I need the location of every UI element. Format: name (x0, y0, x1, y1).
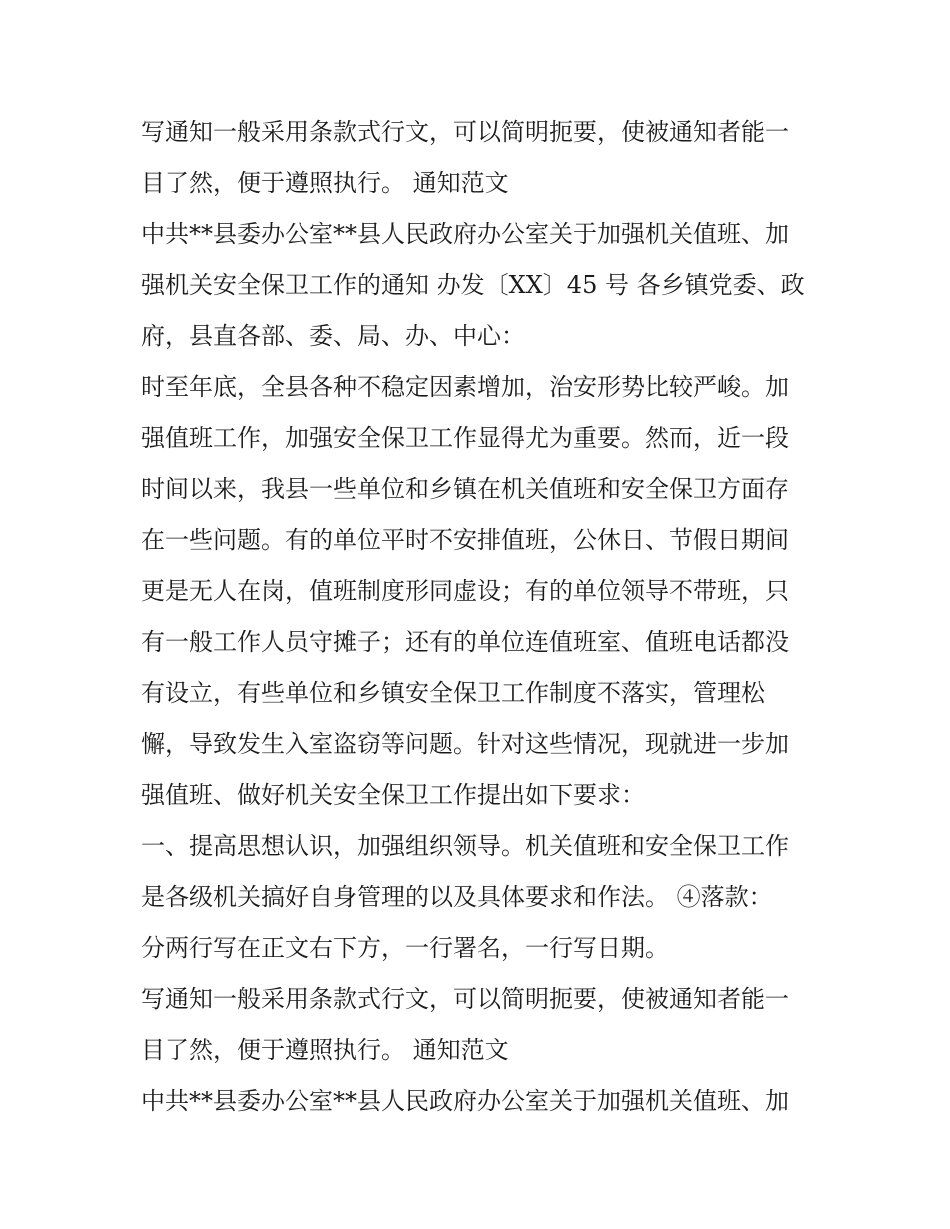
text-line-12: 有设立，有些单位和乡镇安全保卫工作制度不落实，管理松 (141, 679, 765, 707)
document-body (141, 107, 821, 1127)
text-line-16: 是各级机关搞好自身管理的以及具体要求和作法。 ④落款： (141, 883, 773, 911)
text-line-5: 府，县直各部、委、局、办、中心： (141, 322, 525, 350)
text-line-17: 分两行写在正文右下方，一行署名，一行写日期。 (141, 934, 669, 962)
text-line-9: 在一些问题。有的单位平时不安排值班，公休日、节假日期间 (141, 526, 789, 554)
text-line-18: 写通知一般采用条款式行文，可以简明扼要，使被通知者能一 (141, 985, 789, 1013)
text-line-3: 中共**县委办公室**县人民政府办公室关于加强机关值班、加 (141, 220, 789, 248)
text-line-2: 目了然，便于遵照执行。 通知范文 (141, 169, 509, 197)
text-line-14: 强值班、做好机关安全保卫工作提出如下要求： (141, 781, 645, 809)
text-line-13: 懈，导致发生入室盗窃等问题。针对这些情况，现就进一步加 (141, 730, 789, 758)
text-line-11: 有一般工作人员守摊子；还有的单位连值班室、值班电话都没 (141, 628, 789, 656)
text-line-10: 更是无人在岗，值班制度形同虚设；有的单位领导不带班，只 (141, 577, 789, 605)
text-line-4: 强机关安全保卫工作的通知 办发〔XX〕45 号 各乡镇党委、政 (141, 271, 805, 299)
text-line-20: 中共**县委办公室**县人民政府办公室关于加强机关值班、加 (141, 1087, 789, 1115)
text-line-15: 一、提高思想认识，加强组织领导。机关值班和安全保卫工作 (141, 832, 789, 860)
text-line-7: 强值班工作，加强安全保卫工作显得尤为重要。然而，近一段 (141, 424, 789, 452)
text-line-1: 写通知一般采用条款式行文，可以简明扼要，使被通知者能一 (141, 118, 789, 146)
text-line-6: 时至年底，全县各种不稳定因素增加，治安形势比较严峻。加 (141, 373, 789, 401)
text-line-19: 目了然，便于遵照执行。 通知范文 (141, 1036, 509, 1064)
text-line-8: 时间以来，我县一些单位和乡镇在机关值班和安全保卫方面存 (141, 475, 789, 503)
